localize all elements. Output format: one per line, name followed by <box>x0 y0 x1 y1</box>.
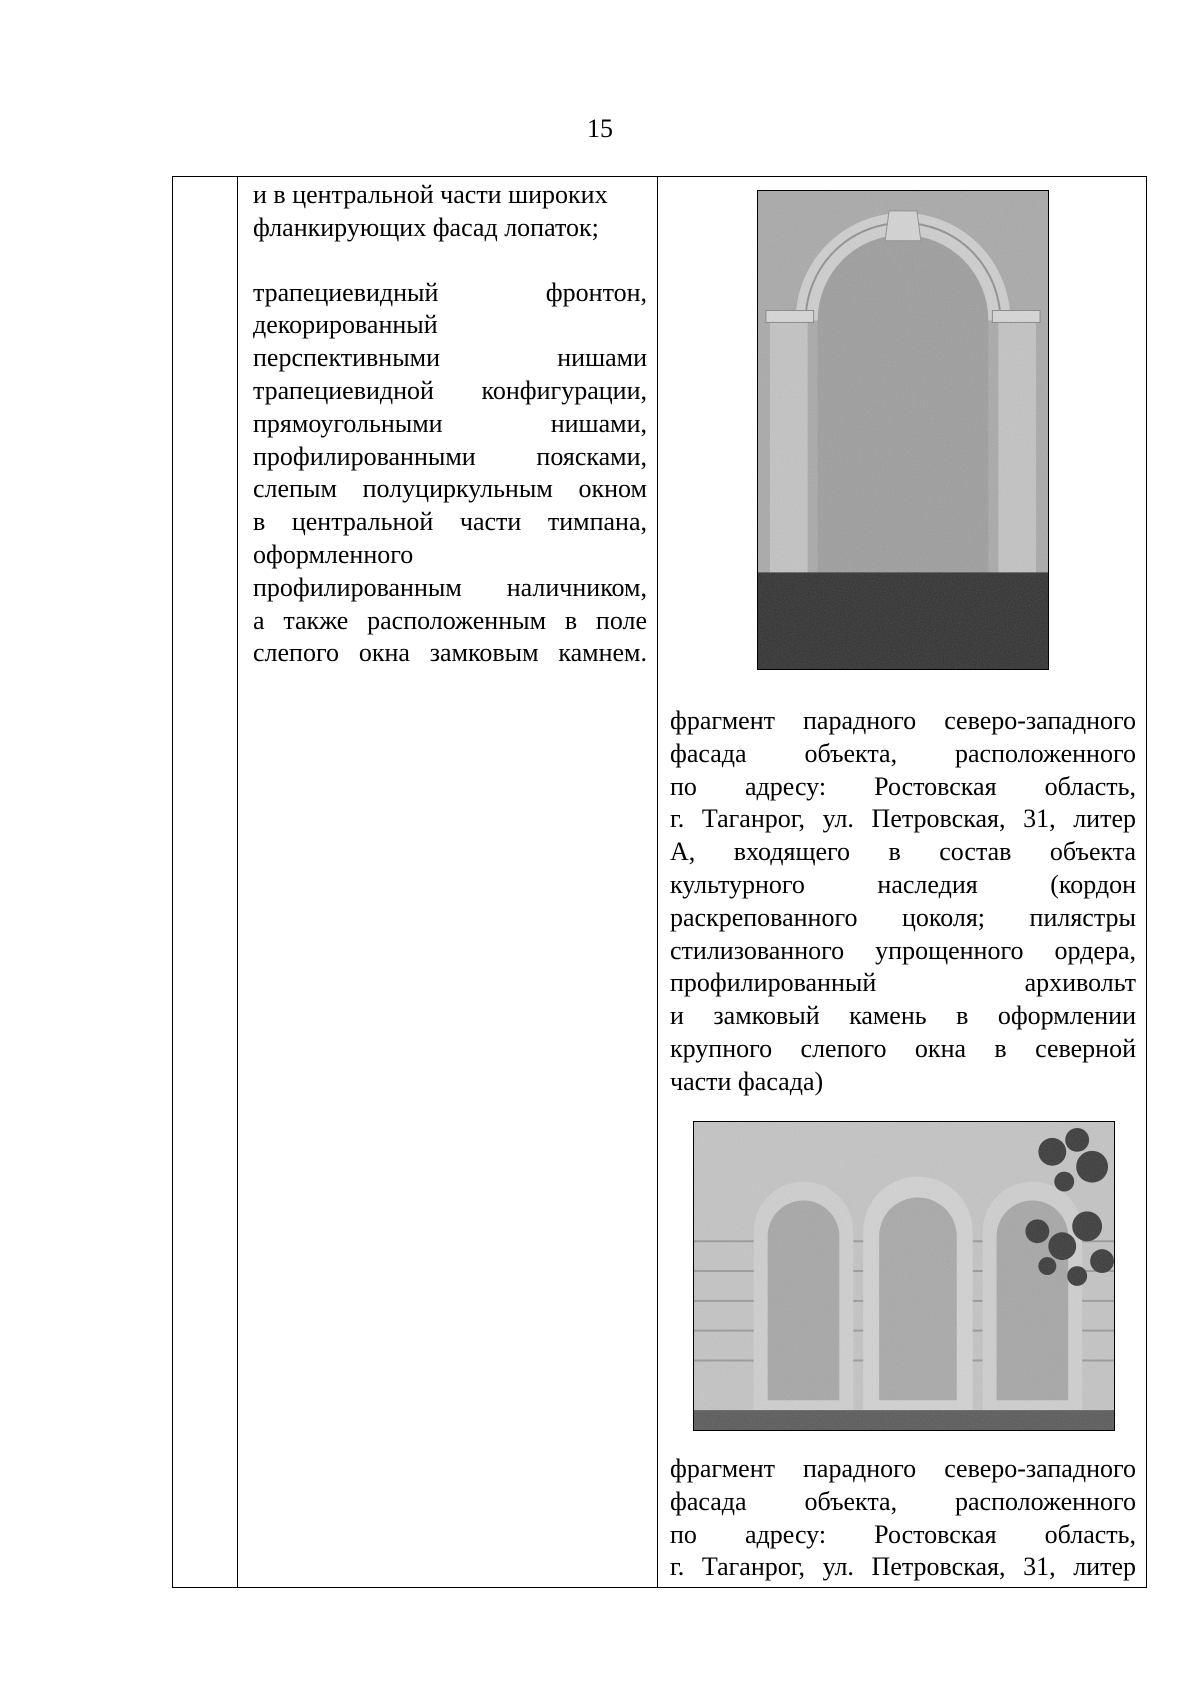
text-line: стилизованного упрощенного ордера, <box>670 935 1136 965</box>
photo1-caption <box>670 705 1136 1099</box>
photo2-caption <box>670 1453 1136 1584</box>
text-line: фрагмент парадного северо-западного <box>670 1454 1136 1483</box>
text-line: профилированными поясками, <box>253 441 647 471</box>
text-line: раскрепованного цоколя; пилястры <box>670 902 1136 932</box>
heritage-table <box>172 176 1147 1588</box>
text-line: по адресу: Ростовская область, <box>670 771 1136 801</box>
text-line: в центральной части тимпана, <box>253 507 647 537</box>
text-line: фрагмент парадного северо-западного <box>670 706 1136 735</box>
page-number: 15 <box>587 114 613 143</box>
description-paragraph-1 <box>253 179 647 245</box>
text-line: фасада объекта, расположенного <box>670 1486 1136 1516</box>
text-line: части фасада) <box>670 1066 824 1096</box>
text-line: фланкирующих фасад лопаток; <box>253 212 599 242</box>
text-line: фасада объекта, расположенного <box>670 738 1136 768</box>
description-cell <box>253 179 647 670</box>
text-line: по адресу: Ростовская область, <box>670 1519 1136 1549</box>
text-line: слепого окна замковым камнем. <box>253 638 647 668</box>
text-line: г. Таганрог, ул. Петровская, 31, литер <box>670 804 1136 834</box>
text-line: А, входящего в состав объекта <box>670 837 1136 867</box>
facade-photo-arch <box>757 190 1049 670</box>
text-line: и замковый камень в оформлении <box>670 1001 1136 1031</box>
text-line: а также расположенным в поле <box>253 605 647 635</box>
description-paragraph-2 <box>253 277 647 671</box>
text-line: культурного наследия (кордон <box>670 869 1136 899</box>
text-line: трапециевидный фронтон, <box>253 277 647 307</box>
text-line: слепым полуциркульным окном <box>253 474 647 504</box>
text-line: и в центральной части широких <box>253 180 608 209</box>
text-line: декорированный <box>253 310 438 340</box>
text-line: трапециевидной конфигурации, <box>253 375 647 405</box>
column-divider-2 <box>657 177 658 1587</box>
text-line: г. Таганрог, ул. Петровская, 31, литер <box>670 1552 1136 1582</box>
text-line: перспективными нишами <box>253 343 647 373</box>
column-divider-1 <box>237 177 238 1587</box>
text-line: оформленного <box>253 539 414 569</box>
facade-photo-arcade <box>693 1121 1115 1431</box>
text-line: прямоугольными нишами, <box>253 408 647 438</box>
text-line: крупного слепого окна в северной <box>670 1033 1136 1063</box>
text-line: профилированным наличником, <box>253 572 647 602</box>
text-line: профилированный архивольт <box>670 968 1136 998</box>
